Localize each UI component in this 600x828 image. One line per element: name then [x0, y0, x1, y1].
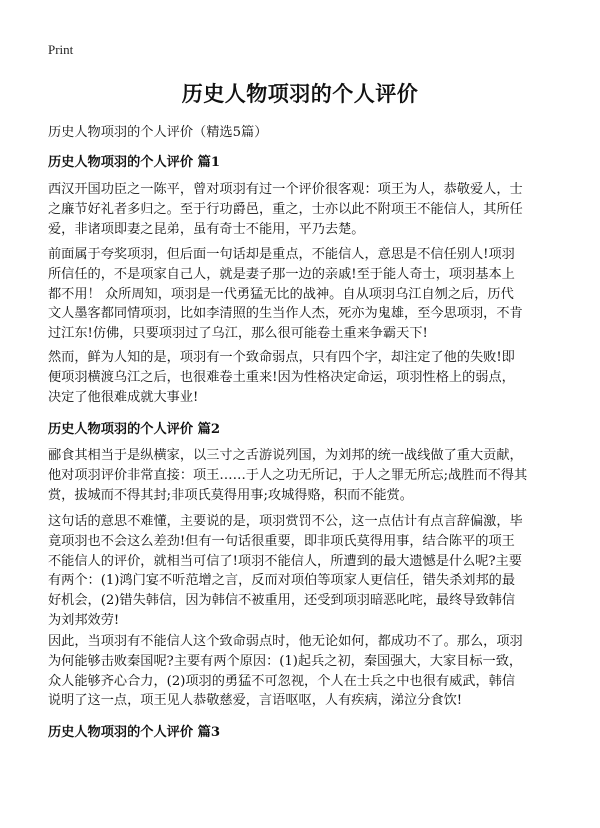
paragraph-line: 过江东!仿佛，只要项羽过了乌江，那么很可能卷土重来争霸天下!: [48, 326, 428, 342]
paragraph-line: 西汉开国功臣之一陈平，曾对项羽有过一个评价很客观：项王为人，恭敬爱人，士: [48, 182, 523, 197]
paragraph-line: 竟项羽也不会这么差劲!但有一句话很重要，即非项氏莫得用事，结合陈平的项王: [48, 533, 515, 549]
paragraph-line: 文人墨客都同情项羽，比如李清照的生当作人杰，死亦为鬼雄，至今思项羽，不肯: [48, 306, 523, 322]
paragraph-line: 有两个：(1)鸿门宴不听范增之言，反而对项伯等项家人更信任，错失杀刘邦的最: [48, 573, 516, 589]
paragraph-line: 不能信人的评价，就相当可信了!项羽不能信人，所遭到的最大遗憾是什么呢?主要: [48, 553, 522, 569]
paragraph-line: 然而，鲜为人知的是，项羽有一个致命弱点，只有四个字，却注定了他的失败!即: [48, 350, 515, 365]
paragraph: [48, 512, 560, 631]
print-link[interactable]: Print: [48, 42, 74, 57]
paragraph-line: 赏，拔城而不得其封;非项氏莫得用事;攻城得赂，积而不能赏。: [48, 487, 413, 503]
paragraph-line: 为何能够击败秦国呢?主要有两个原因：(1)起兵之初，秦国强大，大家目标一致，: [48, 653, 523, 669]
section-heading: 历史人物项羽的个人评价 篇1: [48, 155, 221, 170]
paragraph: [48, 632, 560, 711]
paragraph: [48, 245, 560, 344]
paragraph-line: 爱，非诸项即妻之昆弟，虽有奇士不能用，平乃去楚。: [48, 221, 365, 237]
paragraph-line: 都不用！ 众所周知，项羽是一代勇猛无比的战神。自从项羽乌江自刎之后，历代: [48, 286, 514, 302]
paragraph: [48, 446, 560, 505]
section-heading: 历史人物项羽的个人评价 篇3: [48, 725, 221, 740]
paragraph-line: 决定了他很难成就大事业!: [48, 389, 199, 405]
paragraph-line: 郦食其相当于是纵横家，以三寸之舌游说列国，为刘邦的统一战线做了重大贡献，: [48, 448, 523, 463]
paragraph: [48, 348, 560, 407]
paragraph-line: 之廉节好礼者多归之。至于行功爵邑，重之，士亦以此不附项王不能信人，其所任: [48, 201, 523, 217]
paragraph-line: 为刘邦效劳!: [48, 612, 120, 628]
paragraph-line: 便项羽横渡乌江之后，也很难卷土重来!因为性格决定命运，项羽性格上的弱点，: [48, 369, 515, 385]
section-heading: 历史人物项羽的个人评价 篇2: [48, 422, 221, 437]
paragraph-line: 前面属于夸奖项羽，但后面一句话却是重点，不能信人，意思是不信任别人!项羽: [48, 247, 515, 262]
paragraph-line: 因此，当项羽有不能信人这个致命弱点时，他无论如何，都成功不了。那么，项羽: [48, 634, 523, 649]
paragraph-line: 好机会，(2)错失韩信，因为韩信不被重用，还受到项羽暗恶叱咤，最终导致韩信: [48, 593, 516, 609]
paragraph-line: 众人能够齐心合力，(2)项羽的勇猛不可忽视，个人在士兵之中也很有威武，韩信: [48, 673, 516, 689]
paragraph: [48, 180, 560, 239]
page-title: 历史人物项羽的个人评价: [181, 81, 419, 106]
paragraph-line: 这句话的意思不难懂，主要说的是，项羽赏罚不公，这一点估计有点言辞偏激，毕: [48, 514, 523, 529]
paragraph-line: 说明了这一点，项王见人恭敬慈爱，言语呕呕，人有疾病，涕泣分食饮!: [48, 693, 463, 709]
paragraph-line: 他对项羽评价非常直接：项王……于人之功无所记，于人之罪无所忘;战胜而不得其: [48, 467, 528, 483]
paragraph-line: 所信任的，不是项家自己人，就是妻子那一边的亲戚!至于能人奇士，项羽基本上: [48, 266, 515, 282]
subtitle: 历史人物项羽的个人评价（精选5篇）: [48, 125, 268, 140]
